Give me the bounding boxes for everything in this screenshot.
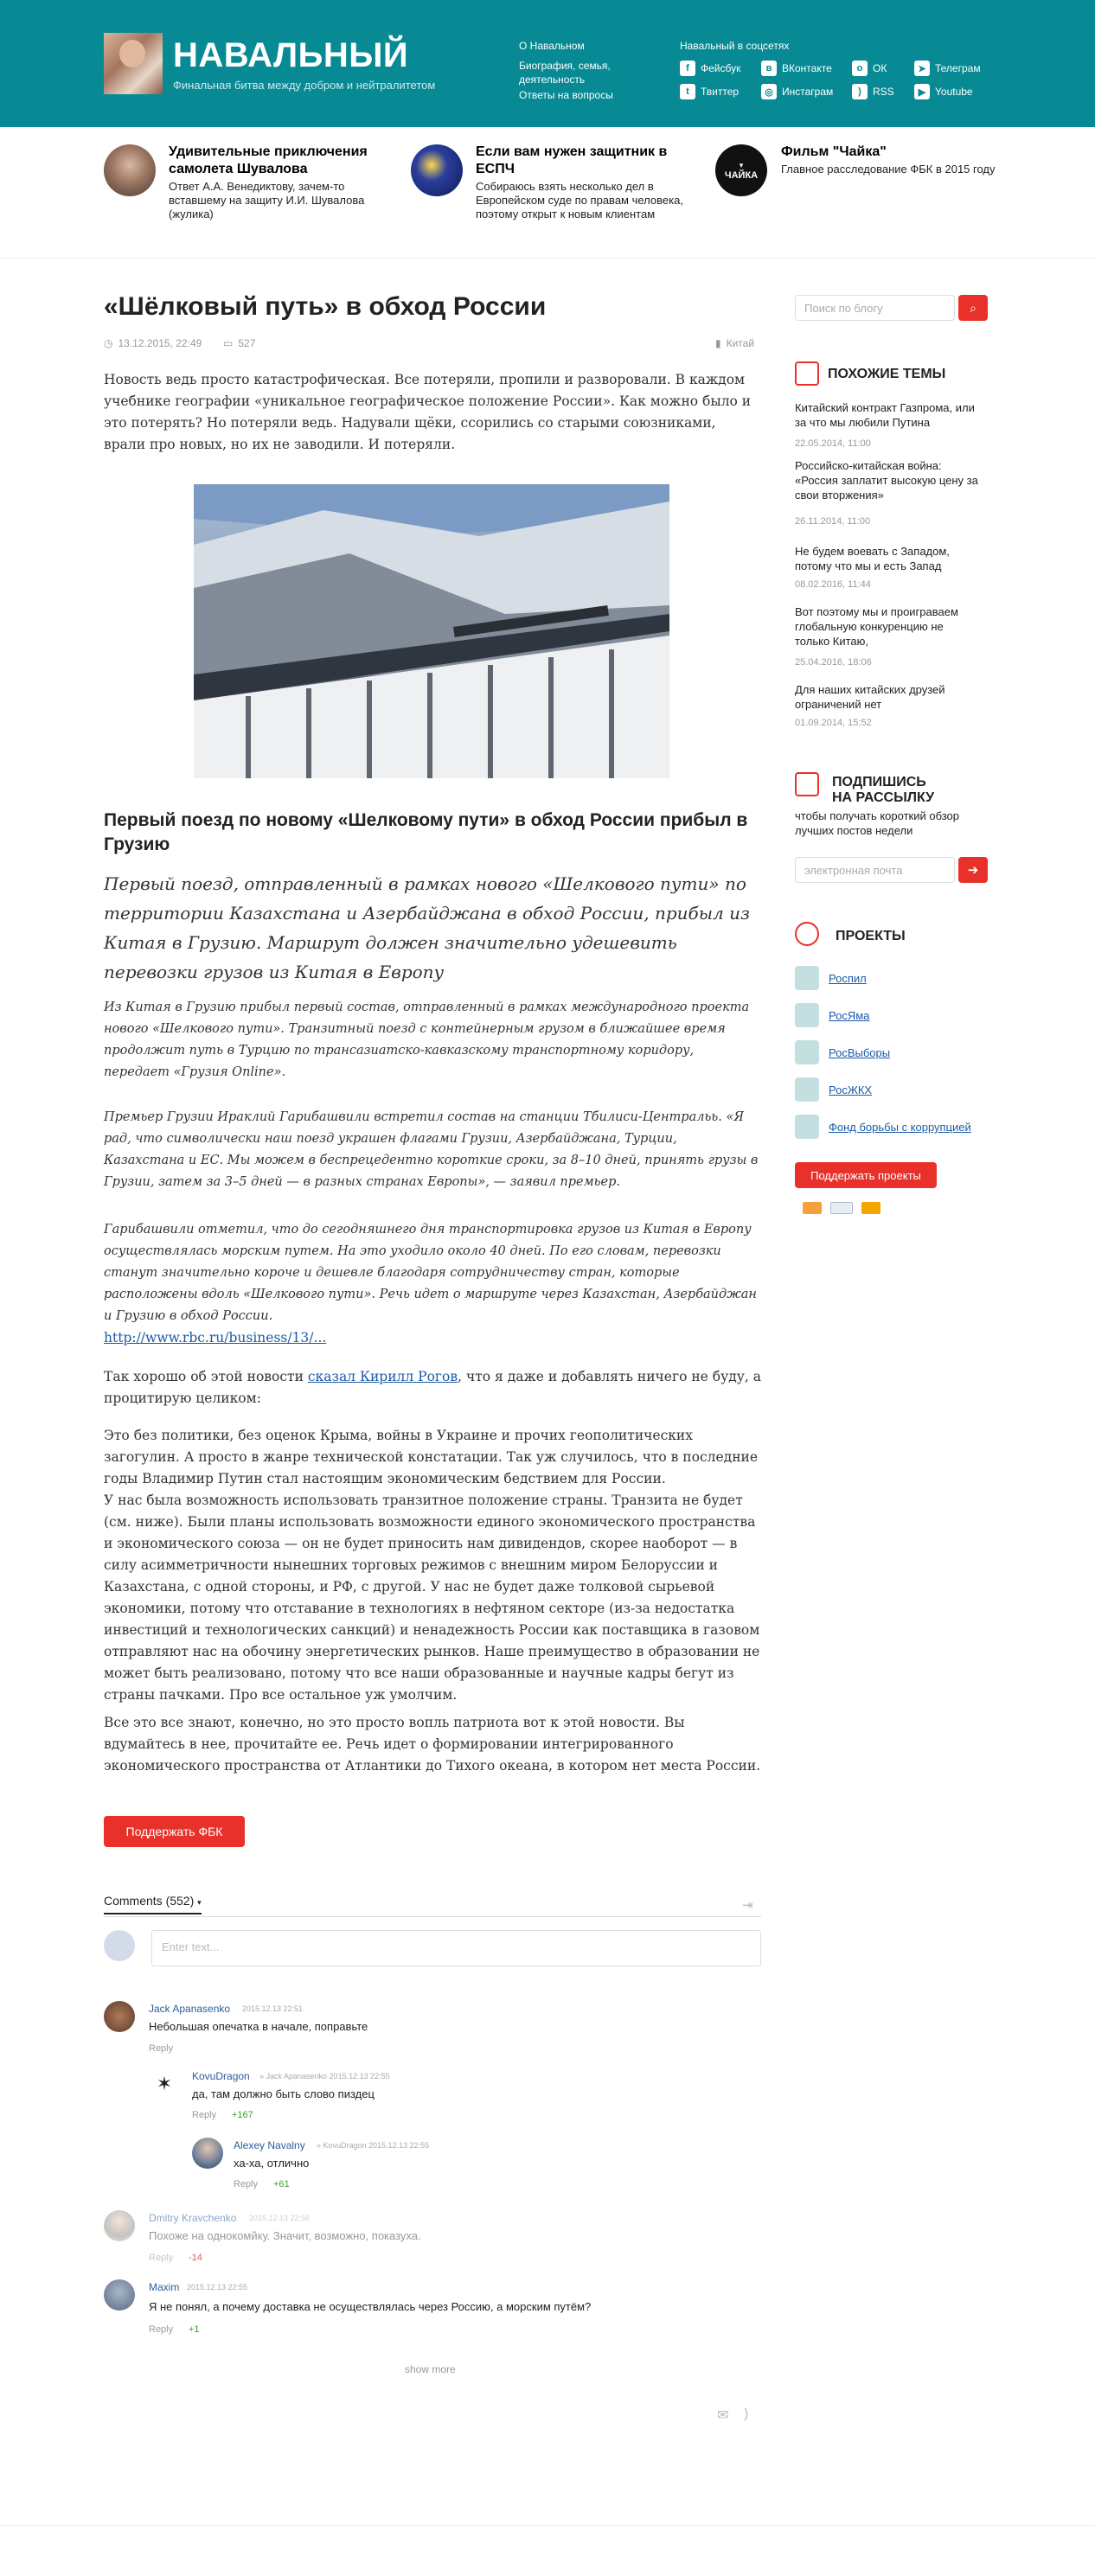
social-facebook[interactable] <box>680 61 740 76</box>
comment-text: ха-ха, отлично <box>234 2157 310 2170</box>
comment-text: Я не понял, а почему доставка не осуществлялась через Россию, а морским путём? <box>149 2300 592 2313</box>
article-intro: Новость ведь просто катастрофическая. Все потеряли, пропили и разворовали. В каждом учебнике географии «уникальное географическое положение России». Как можно было и это потерять? Но потеряли ведь. Надували щёки, ссорились со старыми союзниками, врали про новых, но их не заводили. И потеряли. <box>104 372 752 452</box>
twitter-icon: t <box>680 84 695 99</box>
article-date <box>104 337 202 349</box>
social-label: Инстаграм <box>782 86 834 98</box>
article-comments-count[interactable] <box>223 337 255 349</box>
projects-icon <box>795 922 819 946</box>
related-item[interactable]: Вот поэтому мы и проиграваем глобальную конкуренцию не только Китаю, <box>795 605 958 648</box>
social-title: Навальный в соцсетях <box>680 40 790 52</box>
social-ok[interactable] <box>852 61 887 76</box>
faq-link[interactable]: Ответы на вопросы <box>519 89 613 101</box>
logo-photo[interactable] <box>104 33 163 94</box>
related-date: 25.04.2016, 18:06 <box>795 657 872 668</box>
vk-icon: в <box>761 61 777 76</box>
current-user-avatar <box>104 1930 135 1961</box>
quote-paragraph-3: Гарибашвили отметил, что до сегодняшнего дня транспортировка грузов из Китая в Европу осуществлялась морским путем. На это уходило около 40 дней. По его словам, перевозки станут значительно короче и дешевле благодаря сотрудничеству стран, которые расположены вдоль «Шелкового пути». Речь идет о маршруте через Казахстан, Азербайджан и Грузию в обход России. <box>104 1223 757 1323</box>
document-icon <box>795 361 819 386</box>
comment-text: Похоже на однокомйку. Значит, возможно, показуха. <box>149 2229 421 2242</box>
project-link-fbk[interactable]: Фонд борьбы с коррупцией <box>829 1121 971 1134</box>
promo-subtitle: Главное расследование ФБК в 2015 году <box>781 163 996 176</box>
reply-button[interactable]: Reply <box>192 2110 217 2120</box>
footer-divider <box>0 2525 1095 2526</box>
rogov-quote-3: Все это все знают, конечно, но это просто вопль патриота вот к этой новости. Вы вдумайтесь в нее, прочитайте ее. Речь идет о формировании интегрированного экономического пространства от Атлантики до Тихого океана, в котором нет места России. <box>104 1715 761 1774</box>
telegram-icon: ➤ <box>914 61 930 76</box>
blog-search-input[interactable]: Поиск по блогу <box>795 295 955 321</box>
promo-image-plane[interactable] <box>104 144 156 196</box>
comment-meta: 2015.12.13 22:55 <box>187 2283 248 2292</box>
divider <box>0 258 1095 259</box>
avatar-dragon-icon[interactable]: ✶ <box>149 2068 180 2100</box>
related-date: 08.02.2016, 11:44 <box>795 579 871 590</box>
comment-author[interactable]: Maxim <box>149 2281 180 2293</box>
comment-meta: 2015.12.13 22:56 <box>249 2214 311 2222</box>
avatar[interactable] <box>104 2001 135 2032</box>
comment-score: +61 <box>273 2179 290 2189</box>
visa-icon <box>830 1202 853 1214</box>
social-label: Фейсбук <box>701 62 741 74</box>
clock-icon: ◷ <box>104 337 113 349</box>
rogov-quote: Это без политики, без оценок Крыма, войны в Украине и прочих геополитических загогулин. А просто в жанре технической констатации. Так уж случилось, что в последние годы Владимир Путин стал настоящим экономическим бедствием для России. <box>104 1428 759 1486</box>
reply-button[interactable]: Reply <box>149 2324 174 2335</box>
comment-icon: ▭ <box>223 337 234 349</box>
related-item[interactable]: Российско-китайская война: «Россия заплатит высокую цену за свои вторжения» <box>795 459 978 502</box>
social-telegram[interactable] <box>914 61 981 76</box>
rosvybory-icon[interactable] <box>795 1040 819 1064</box>
ok-icon: о <box>852 61 868 76</box>
gull-icon: ▾ <box>739 160 744 169</box>
subscribe-title-1: ПОДПИШИСЬ <box>832 775 926 789</box>
support-projects-button[interactable]: Поддержать проекты <box>795 1162 937 1188</box>
rogov-intro <box>104 1366 761 1409</box>
rosyama-icon[interactable] <box>795 1003 819 1027</box>
quote-paragraph-1: Из Китая в Грузию прибыл первый состав, отправленный в рамках международного проекта нового «Шелкового пути». Транзитный поезд с контейнерным грузом в ближайшее время продолжит путь в Турцию по трансазиатско-кавказскому транспортному коридору, передает «Грузия Online». <box>104 1000 750 1079</box>
subscribe-text: чтобы получать короткий обзор лучших постов недели <box>795 809 960 837</box>
comment-author[interactable]: Dmitry Kravchenko <box>149 2212 237 2224</box>
youtube-icon: ▶ <box>914 84 930 99</box>
date-text: 13.12.2015, 22:49 <box>118 337 202 349</box>
site-title[interactable]: НАВАЛЬНЫЙ <box>173 36 409 74</box>
article-lead: Первый поезд, отправленный в рамках нового «Шелкового пути» по территории Казахстана и Азербайджана в обход России, прибыл из Китая в Грузию. Маршрут должен значительно удешевить перевозки грузов из Китая в Европу <box>104 873 750 982</box>
search-icon: ⌕ <box>970 300 977 315</box>
social-label: Телеграм <box>935 62 981 74</box>
chaika-logo-text: ЧАЙКА <box>724 169 759 181</box>
article-image-train <box>194 484 669 778</box>
promo-image-chaika[interactable] <box>715 144 767 196</box>
chevron-down-icon: ▾ <box>197 1898 202 1907</box>
rospil-icon[interactable] <box>795 966 819 990</box>
promo-title[interactable]: Удивительные приключения самолета Шувалова <box>169 144 368 176</box>
related-item[interactable]: Не будем воевать с Западом, потому что мы и есть Запад <box>795 545 950 572</box>
rogov-before: Так хорошо об этой новости <box>104 1369 308 1384</box>
show-more-button[interactable]: show more <box>405 2363 456 2375</box>
project-link-rosvybory[interactable]: РосВыборы <box>829 1046 891 1059</box>
projects-title: ПРОЕКТЫ <box>836 929 906 943</box>
support-fbk-button[interactable]: Поддержать ФБК <box>104 1816 245 1847</box>
source-link[interactable]: http://www.rbc.ru/business/13/... <box>104 1330 327 1346</box>
search-button[interactable] <box>958 295 988 321</box>
mail-icon[interactable]: ✉ <box>717 2408 729 2423</box>
rogov-link[interactable]: сказал Кирилл Рогов <box>307 1369 458 1384</box>
comments-tab[interactable] <box>104 1894 202 1914</box>
social-twitter[interactable] <box>680 84 739 99</box>
instagram-icon: ◎ <box>761 84 777 99</box>
comment-author[interactable]: Alexey Navalny <box>234 2139 305 2151</box>
avatar[interactable] <box>104 2279 135 2311</box>
related-date: 26.11.2014, 11:00 <box>795 516 871 527</box>
related-item[interactable]: Китайский контракт Газпрома, или за что мы любили Путина <box>795 401 975 429</box>
related-date: 01.09.2014, 15:52 <box>795 718 872 728</box>
arrow-right-icon: ➔ <box>967 863 979 878</box>
avatar[interactable] <box>192 2138 223 2169</box>
promo-subtitle: Собираюсь взять несколько дел в Европейском суде по правам человека, поэтому открыт к новым клиентам <box>476 180 683 221</box>
social-youtube[interactable] <box>914 84 973 99</box>
comment-score: +167 <box>232 2110 253 2120</box>
promo-subtitle: Ответ А.А. Венедиктову, зачем-то вставшему на защиту И.И. Шувалова (жулика) <box>169 180 365 221</box>
envelope-icon <box>795 772 819 796</box>
comment-score: +1 <box>189 2324 200 2335</box>
social-label: Твиттер <box>701 86 740 98</box>
rss-icon[interactable]: ) <box>744 2407 749 2421</box>
related-date: 22.05.2014, 11:00 <box>795 438 871 449</box>
comment-text: Небольшая опечатка в начале, поправьте <box>149 2020 368 2033</box>
roszhkh-icon[interactable] <box>795 1077 819 1102</box>
subscribe-title-2: НА РАССЫЛКУ <box>832 790 935 805</box>
related-title: ПОХОЖИЕ ТЕМЫ <box>828 367 946 381</box>
reply-button[interactable]: Reply <box>234 2179 259 2189</box>
rss-icon: ) <box>852 84 868 99</box>
social-label: RSS <box>873 86 894 98</box>
quote-paragraph-2: Премьер Грузии Ираклий Гарибашвили встретил состав на станции Тбилиси-Центральь. «Я рад, что символически наш поезд украшен флагами Грузии, Азербайджана, Турции, Казахстана и ЕС. Мы можем в беспрецедентно короткие сроки, за 8–10 дней, принять грузы в Грузии, затем за 3–5 дней — в разных странах Европы», — заявил премьер. <box>104 1110 759 1189</box>
rogov-after: , что я даже и добавлять ничего не буду, а процитирую целиком: <box>104 1369 761 1406</box>
comment-author[interactable]: Jack Apanasenko <box>149 2003 231 2015</box>
promo-image-echr[interactable] <box>411 144 463 196</box>
login-icon[interactable]: ⇥ <box>742 1898 753 1913</box>
reply-button[interactable]: Reply <box>149 2043 174 2054</box>
reply-button[interactable]: Reply <box>149 2253 174 2263</box>
yandex-money-icon <box>861 1202 880 1214</box>
social-label: ВКонтакте <box>782 62 832 74</box>
article-tag[interactable] <box>715 337 754 349</box>
related-item[interactable]: Для наших китайских друзей ограничений нет <box>795 683 945 711</box>
comment-text: да, там должно быть слово пиздец <box>192 2087 375 2100</box>
promo-title[interactable]: Если вам нужен защитник в ЕСПЧ <box>476 144 668 176</box>
project-link-rospil[interactable]: Роспил <box>829 972 867 985</box>
tag-text: Китай <box>726 337 755 349</box>
mastercard-icon <box>803 1202 822 1214</box>
biography-link[interactable]: Биография, семья, деятельность <box>519 60 611 86</box>
social-label: Youtube <box>935 86 973 98</box>
project-link-roszhkh[interactable]: РосЖКХ <box>829 1083 873 1096</box>
social-label: ОК <box>873 62 887 74</box>
project-link-rosyama[interactable]: РосЯма <box>829 1009 870 1022</box>
train-bridge-illustration <box>194 484 669 778</box>
subscribe-button[interactable] <box>958 857 988 883</box>
article-subheading: Первый поезд по новому «Шелковому пути» в обход России прибыл в Грузию <box>104 810 748 854</box>
site-tagline: Финальная битва между добром и нейтралитетом <box>173 79 436 92</box>
comment-score: -14 <box>189 2253 202 2263</box>
comment-input[interactable]: Enter text... <box>151 1930 761 1966</box>
comment-meta: 2015.12.13 22:51 <box>242 2004 304 2013</box>
fbk-icon[interactable] <box>795 1115 819 1139</box>
promo-title[interactable]: Фильм "Чайка" <box>781 144 887 159</box>
social-vk[interactable] <box>761 61 832 76</box>
comment-author[interactable]: KovuDragon <box>192 2070 250 2082</box>
facebook-icon: f <box>680 61 695 76</box>
avatar[interactable] <box>104 2210 135 2241</box>
comment-meta: » Jack Apanasenko 2015.12.13 22:55 <box>259 2072 390 2081</box>
site-header <box>0 0 1095 127</box>
social-rss[interactable] <box>852 84 894 99</box>
divider <box>104 1916 761 1917</box>
about-link[interactable]: О Навальном <box>519 40 585 52</box>
comments-count-text: 527 <box>238 337 256 349</box>
comments-tab-label: Comments (552) <box>104 1894 195 1908</box>
bookmark-icon: ▮ <box>715 337 721 349</box>
comment-meta: » KovuDragon 2015.12.13 22:55 <box>317 2141 430 2150</box>
email-input[interactable]: электронная почта <box>795 857 955 883</box>
article-title: «Шёлковый путь» в обход России <box>104 292 547 321</box>
rogov-quote-2: У нас была возможность использовать транзитное положение страны. Транзита не будет (см. ниже). Были планы использовать возможности единого экономического пространства и экономического союза — он не будет приносить нам дивидендов, скорее наоборот — в силу асимметричности нынешних торговых режимов с внешним миром Белоруссии и Казахстана, с одной стороны, и РФ, с другой. У нас не будет даже толковой сырьевой экономики, потому что отставание в технологиях в нефтяном секторе (из-за недостатка инвестиций и технологических санкций) и ненадежность России как поставщика в газовом отправляют нас на обочину энергетических рынков. Наше преимущество в образовании не может быть реализовано, потому что все наши образованные и научные кадры бегут из страны пачками. Про все остальное уж умолчим. <box>104 1493 760 1703</box>
social-instagram[interactable] <box>761 84 833 99</box>
